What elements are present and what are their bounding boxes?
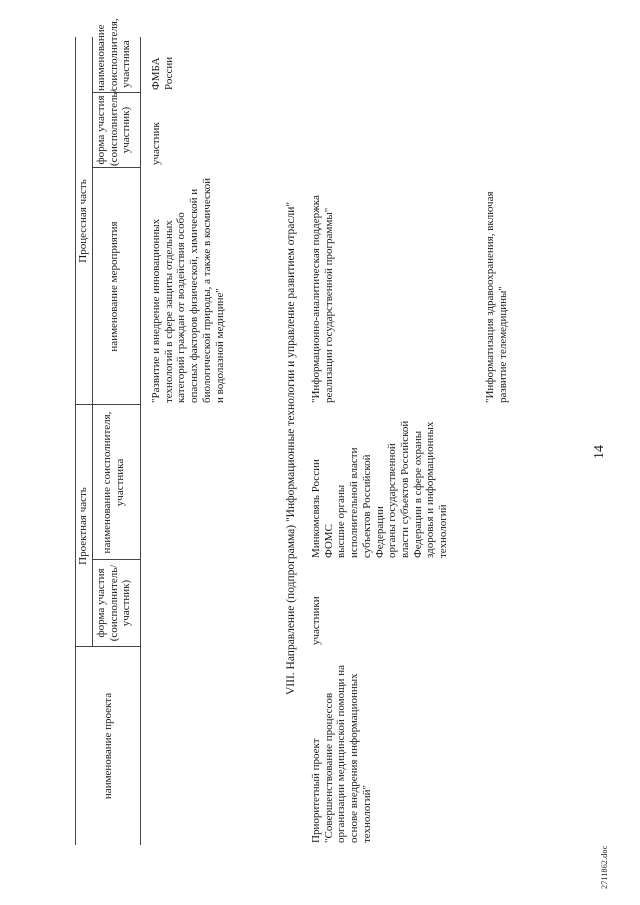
col-project-form: форма участия (соисполнитель/ участник) [95,564,132,642]
participants-cell-list: Минкомсвязь России ФОМС высшие органы исполнительной власти субъектов Российской Федерации органы государственной власти субъектов Российской Федерации в сфере охраны здоровья и информационных технологий [310,420,450,558]
page-number: 14 [592,445,607,459]
section-title: VIII. Направление (подпрограмма) "Информационные технологии и управление развитием отрасли" [285,201,297,695]
project-part-label: Проектная часть [77,487,89,565]
col-process-participant: наименование соисполнителя, участника [95,18,132,91]
project-cell-priority: Приоритетный проект "Совершенствование процессов организации медицинской помощи на основе внедрения информационных технологий" [310,665,373,843]
col-project-name: наименование проекта [102,692,114,800]
col-measure-name: наименование мероприятия [108,221,120,352]
participant-cell-fmba: ФМБА России [150,56,175,90]
header-col-divider-4 [92,167,140,168]
footer-document-code: 2711862.doc [600,845,609,889]
process-part-label: Процессная часть [77,179,89,263]
header-col-divider-2 [92,559,140,560]
col-process-form: форма участия (соисполнитель/ участник) [95,89,132,166]
measure-cell-innovation: "Развитие и внедрение инновационных технологий в сфере защиты отдельных категорий граждан от воздействия особо опасных факторов физической, химической и биологической природы, а также в космической и водолазной медицине" [150,177,226,403]
form-cell-participants: участники [310,596,322,645]
group-header-line [92,37,93,647]
header-bottom-line [140,37,141,845]
col-project-participant: наименование соисполнителя, участника [101,411,126,554]
header-top-line [75,37,76,845]
form-cell-participant: участник [150,122,162,165]
measure-cell-analytics: "Информационно-аналитическая поддержка реализации государственной программы" [310,195,335,403]
measure-cell-informatization: "Информатизация здравоохранения, включая развитие телемедицины" [484,191,509,403]
